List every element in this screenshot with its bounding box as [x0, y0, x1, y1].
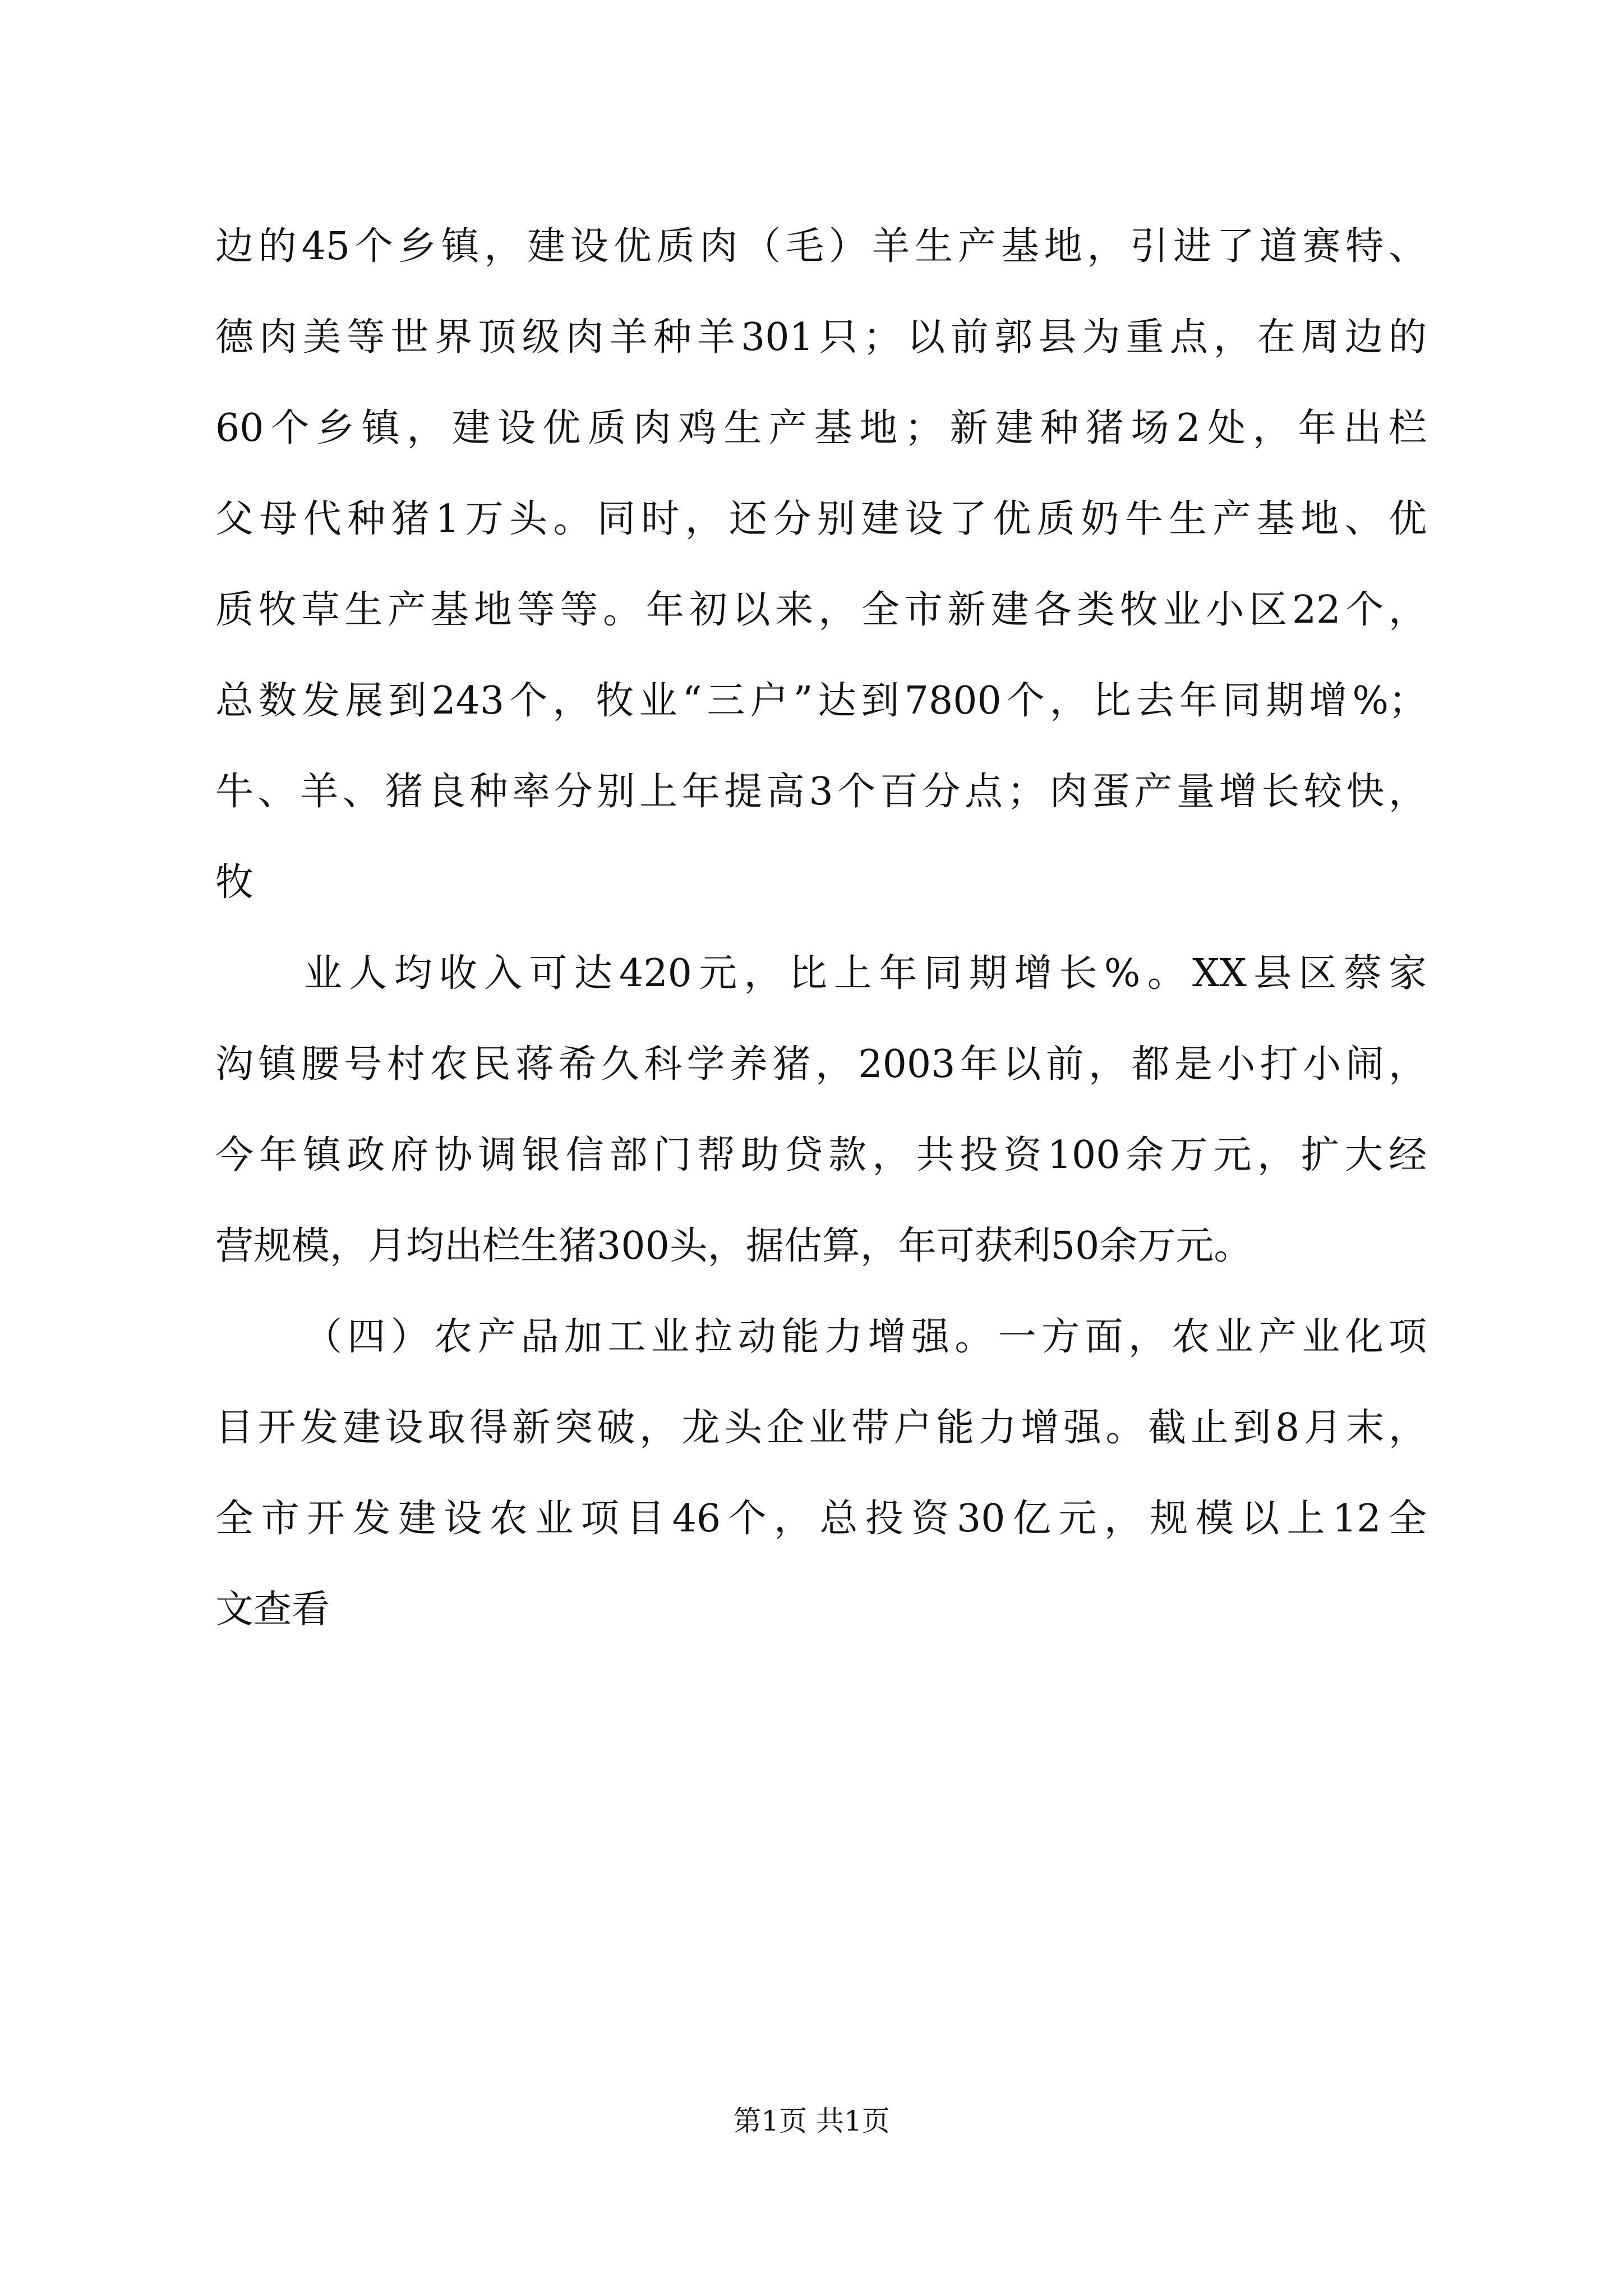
paragraph-1-line-7: 牛、羊、猪良种率分别上年提高3个百分点；肉蛋产量增长较快，: [215, 770, 1427, 814]
paragraph-3-line-3: 全市开发建设农业项目46个，总投资30亿元，规模以上12全: [215, 1497, 1427, 1541]
paragraph-1-line-5: 质牧草生产基地等等。年初以来，全市新建各类牧业小区22个，: [215, 588, 1427, 632]
paragraph-1-line-4: 父母代种猪1万头。同时，还分别建设了优质奶牛生产基地、优: [215, 497, 1427, 541]
paragraph-2-line-3: 今年镇政府协调银信部门帮助贷款，共投资100余万元，扩大经: [215, 1133, 1427, 1177]
paragraph-3-line-4: 文查看: [215, 1588, 330, 1632]
paragraph-1-line-1: 边的45个乡镇，建设优质肉（毛）羊生产基地，引进了道赛特、: [215, 224, 1427, 269]
paragraph-2-line-4: 营规模，月均出栏生猪300头，据估算，年可获利50余万元。: [215, 1224, 1252, 1268]
paragraph-3-line-2: 目开发建设取得新突破，龙头企业带户能力增强。截止到8月末，: [215, 1406, 1427, 1450]
page-number-footer: 第1页 共1页: [733, 2105, 890, 2137]
paragraph-2-line-1: 业人均收入可达420元，比上年同期增长%。XX县区蔡家: [304, 951, 1427, 996]
paragraph-1-line-3: 60个乡镇，建设优质肉鸡生产基地；新建种猪场2处，年出栏: [215, 406, 1427, 450]
paragraph-1-line-8: 牧: [215, 861, 254, 905]
paragraph-3-line-1: （四）农产品加工业拉动能力增强。一方面，农业产业化项: [304, 1315, 1427, 1359]
paragraph-1-line-6: 总数发展到243个，牧业“三户”达到7800个，比去年同期增%；: [215, 679, 1427, 723]
paragraph-2-line-2: 沟镇腰号村农民蒋希久科学养猪，2003年以前，都是小打小闹，: [215, 1042, 1427, 1087]
paragraph-1-line-2: 德肉美等世界顶级肉羊种羊301只；以前郭县为重点，在周边的: [215, 315, 1427, 360]
